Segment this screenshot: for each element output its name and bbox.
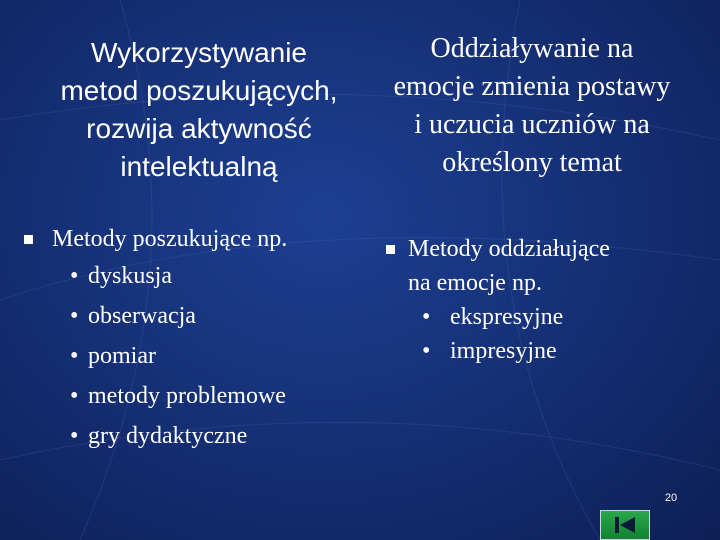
skip-back-icon — [601, 511, 649, 539]
list-item-label: metody problemowe — [88, 383, 286, 409]
list-item-label: dyskusja — [88, 263, 172, 289]
bullet-icon: • — [70, 423, 79, 449]
bullet-icon: • — [70, 303, 79, 329]
bullet-icon: • — [70, 343, 79, 369]
back-navigation-button[interactable] — [600, 510, 650, 540]
left-sub-list — [22, 256, 362, 456]
title-right-line: emocje zmienia postawy — [393, 71, 671, 102]
title-left-line: rozwija aktywność — [86, 113, 312, 144]
title-right-line: i uczucia uczniów na — [414, 109, 650, 140]
left-main-text — [52, 222, 362, 256]
list-item-label: ekspresyjne — [450, 304, 564, 330]
right-main-text — [408, 232, 684, 300]
list-item-label: pomiar — [88, 343, 156, 369]
bullet-icon: • — [70, 263, 79, 289]
square-bullet-icon — [24, 235, 33, 244]
bullet-icon: • — [70, 383, 79, 409]
left-content-column — [22, 222, 362, 456]
title-right-line: Oddziaływanie na — [430, 33, 634, 64]
right-sub-list — [384, 300, 684, 368]
list-item — [384, 334, 684, 368]
page-number: 20 — [664, 492, 678, 504]
bullet-icon: • — [422, 338, 431, 364]
left-main-line: Metody poszukujące np. — [52, 226, 288, 252]
right-main-line: na emocje np. — [408, 270, 542, 296]
list-item — [22, 376, 362, 416]
right-main-line: Metody oddziałujące — [408, 236, 610, 262]
list-item-label: impresyjne — [450, 338, 557, 364]
title-left-line: intelektualną — [120, 151, 278, 182]
bullet-icon: • — [422, 304, 431, 330]
list-item — [22, 256, 362, 296]
title-left-line: Wykorzystywanie — [90, 37, 307, 68]
list-item — [22, 296, 362, 336]
list-item-label: gry dydaktyczne — [88, 423, 248, 449]
left-main-bullet-item — [22, 222, 362, 256]
slide-title-left — [30, 34, 368, 186]
list-item — [384, 300, 684, 334]
title-left-line: metod poszukujących, — [60, 75, 338, 106]
list-item-label: obserwacja — [88, 303, 196, 329]
list-item — [22, 336, 362, 376]
right-content-column — [384, 232, 684, 368]
slide-title-right — [364, 30, 700, 182]
square-bullet-icon — [386, 245, 395, 254]
title-right-line: określony temat — [442, 147, 622, 178]
right-main-bullet-item — [384, 232, 684, 300]
list-item — [22, 416, 362, 456]
